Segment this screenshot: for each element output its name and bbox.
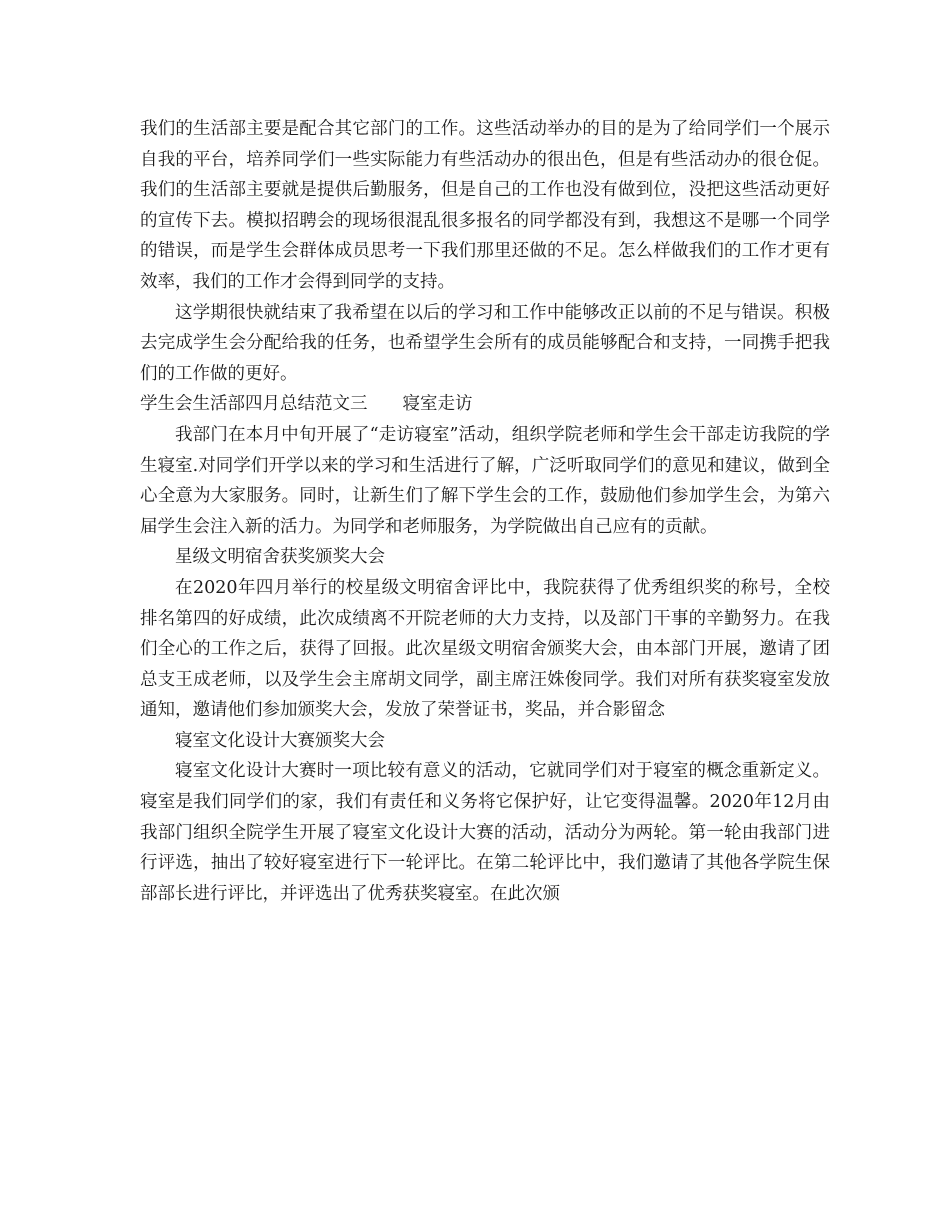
section-heading-dorm-design-award: 寝室文化设计大赛颁奖大会: [175, 730, 385, 751]
paragraph-semester-outlook: 这学期很快就结束了我希望在以后的学习和工作中能够改正以前的不足与错误。积极去完成学生会分配给我的任务，也希望学生会所有的成员能够配合和支持，一同携手把我们的工作做的更好。: [140, 302, 830, 384]
paragraph-dorm-design-award: 寝室文化设计大赛时一项比较有意义的活动，它就同学们对于寝室的概念重新定义。寝室是我们同学们的家，我们有责任和义务将它保护好，让它变得温馨。2020年12月由我部门组织全院学生开展了寝室文化设计大赛的活动，活动分为两轮。第一轮由我部门进行评选，抽出了较好寝室进行下一轮评比。在第二轮评比中，我们邀请了其他各学院生保部部长进行评比，并评选出了优秀获奖寝室。在此次颁: [140, 761, 830, 904]
paragraph-work-review: 我们的生活部主要是配合其它部门的工作。这些活动举办的目的是为了给同学们一个展示自我的平台，培养同学们一些实际能力有些活动办的很出色，但是有些活动办的很仓促。我们的生活部主要就是提供后勤服务，但是自己的工作也没有做到位，没把这些活动更好的宣传下去。模拟招聘会的现场很混乱很多报名的同学都没有到，我想这不是哪一个同学的错误，而是学生会群体成员思考一下我们那里还做的不足。怎么样做我们的工作才更有效率，我们的工作才会得到同学的支持。: [140, 119, 830, 292]
paragraph-dorm-visit: 我部门在本月中旬开展了“走访寝室”活动，组织学院老师和学生会干部走访我院的学生寝室.对同学们开学以来的学习和生活进行了解，广泛听取同学们的意见和建议，做到全心全意为大家服务。同时，让新生们了解下学生会的工作，鼓励他们参加学生会，为第六届学生会注入新的活力。为同学和老师服务，为学院做出自己应有的贡献。: [140, 424, 830, 537]
section-heading-star-dorm-award: 星级文明宿舍获奖颁奖大会: [175, 547, 385, 568]
section-heading-dorm-visit: 学生会生活部四月总结范文三 寝室走访: [140, 394, 473, 415]
paragraph-star-dorm-award: 在2020年四月举行的校星级文明宿舍评比中，我院获得了优秀组织奖的称号，全校排名第四的好成绩，此次成绩离不开院老师的大力支持，以及部门干事的辛勤努力。在我们全心的工作之后，获得了回报。此次星级文明宿舍颁奖大会，由本部门开展，邀请了团总支王成老师，以及学生会主席胡文同学，副主席汪姝俊同学。我们对所有获奖寝室发放通知，邀请他们参加颁奖大会，发放了荣誉证书，奖品，并合影留念: [140, 577, 830, 721]
document-body: [140, 114, 830, 909]
